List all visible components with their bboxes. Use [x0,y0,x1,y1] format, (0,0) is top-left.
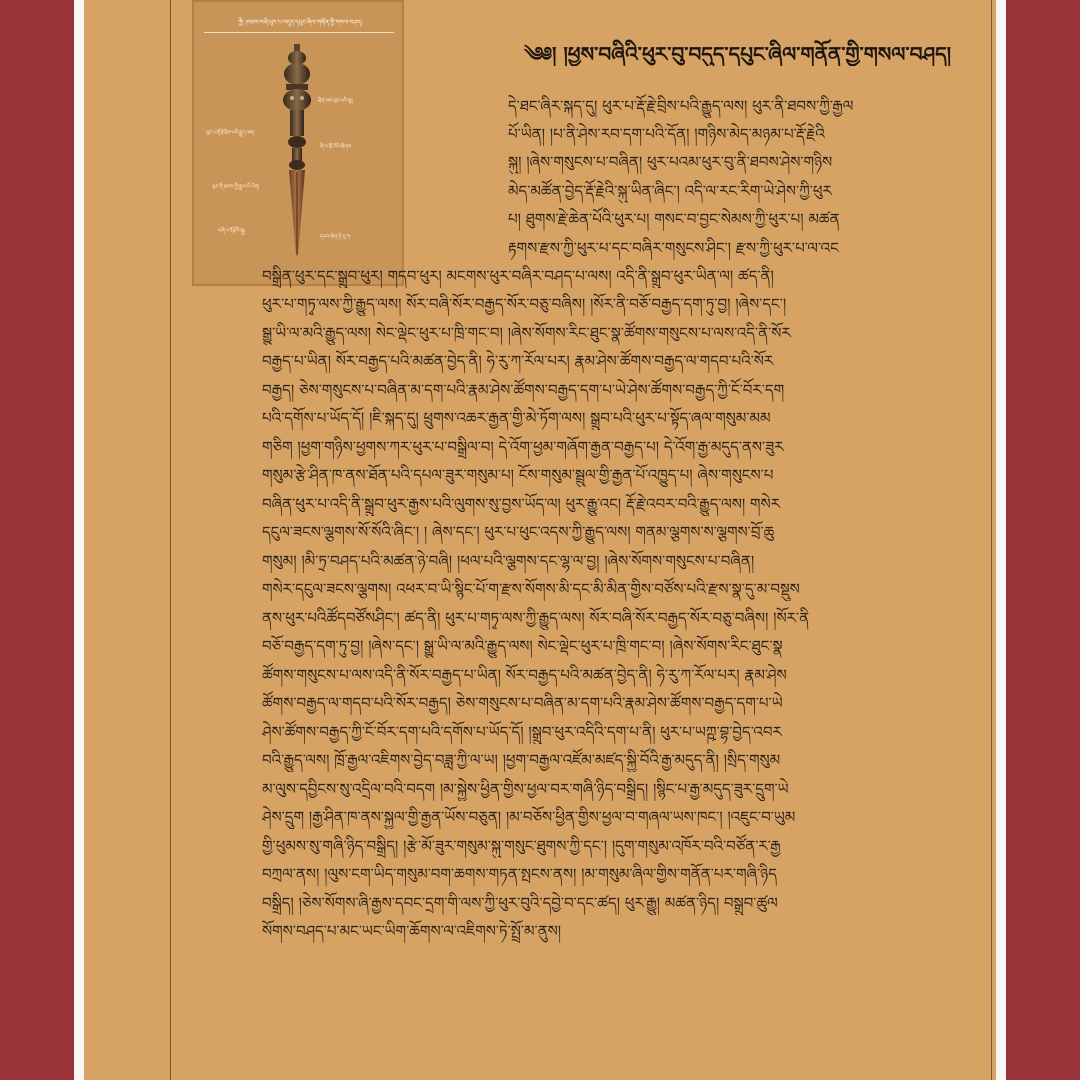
cover-note: ཞི་བ་ཁྲོ་བོའི་ཚོགས་ [320,144,353,150]
cover-note: དཔལ་ཆེན་ཧེ་རུ་ཀ [320,234,351,240]
text-line: ནས་ཕུར་པའིཚོདབཙོསཤིང་། ཚད་ནི། ཕུར་པ་གཏྭ་ལས་ཀྱི་རྒྱུད་ལས། སོར་བཞི་སོར་བརྒྱད་སོར་བཅུ་བཞིས། །སོར་ནི [262,609,810,627]
left-frame [0,0,74,1080]
cover-note: ཕུར་ནི་ཐབས་ཀྱི་རྒྱལ་པོ་ཡིན། [212,184,260,190]
text-line: ཚོགས་གསུངས་པ་ལས་འདི་ནི་སོར་བརྒྱད་པ་ཡིན། སོར་བརྒྱད་པའི་མཚན་བྱེད་ནི། ཧེ་རུ་ཀ་རོལ་པར། རྣམ་ཤེས [262,666,787,684]
text-line: ཚོགས་བརྒྱད་ལ་གདབ་པའི་སོར་བརྒྱད། ཅེས་གསུངས་པ་བཞིན་མ་དག་པའི་རྣམ་ཤེས་ཚོགས་བརྒྱད་དག་པ་ཡེ [262,694,783,712]
cover-title: ཀྱཻ། །བཅས་བཞི་ཕུར་པ་བདུད་དཔུང་ཞིལ་གནོན་གྱི་གསལ་བཤད། [238,19,362,26]
text-line: ཤེས་ཚོགས་བརྒྱད་ཀྱི་ངོ་བོར་དག་པའི་དགོས་པ་ཡོད་དོ། །སྒྲུབ་ཕུར་འདིའི་དག་པ་ནི། ཕུར་པ་ཡཀྵ་བྷ་བྱེད་འབར [262,723,782,741]
text-line: རྟགས་རྫས་ཀྱི་ཕུར་པ་དང་བཞིར་གསུངས་ཤིང་། རྫས་ཀྱི་ཕུར་པ་ལ་འང [508,239,839,257]
text-line: བརྒྱད། ཅེས་གསུངས་པ་བཞིན་མ་དག་པའི་རྣམ་ཤེས་ཚོགས་བརྒྱད་དག་པ་ཡེ་ཤེས་ཚོགས་བརྒྱད་ཀྱི་ངོ་བོར་དག [262,381,785,399]
text-line: གསེར་དངུལ་ཟངས་ལྕགས། འཕར་བ་ཡི་སྙིང་པོ་ག་རྫས་སོགས་མི་དང་མི་མིན་གྱིས་བཙོས་པའི་རྫས་སྣ་དུ་མ་བསྡུས [262,580,800,598]
cover-note: བཞི་པ་རྡོ་རྗེའི་སྐུ། [218,228,245,234]
text-line: ཤེས་དྲུག །རྒྱ་ཤིན་ཁ་ནས་སྐྱལ་གྱི་རྒྱན་ཡོས་བཅུན། །མ་བཅོས་ཕྱིན་གྱིས་ཕྱལ་བ་གཞལ་ཡས་ཁང་། །འཇུང་བ་ཡུམ [262,808,796,826]
book-cover-image [192,0,404,286]
page-edge-left [74,0,84,1080]
text-line: མེད་མཚོན་བྱེད་རྡོ་རྗེའི་སྐུ་ཡིན་ཞིང་། འདི་ལ་རང་རིག་ཡེ་ཤེས་ཀྱི་ཕུར [508,182,832,200]
text-line: དངུལ་ཟངས་ལྕགས་སོ་སོའི་ཞིང་། ། ཞེས་དང་། ཕུར་པ་ཕུང་འདས་ཀྱི་རྒྱུད་ལས། གནམ་ལྕགས་ས་ལྕགས་བྲོ་ཆུ [262,523,775,541]
text-line: བཞིན་ཕུར་པ་འདི་ནི་སྒྲུབ་ཕུར་རྒྱས་པའི་ལུགས་སུ་བྱས་ཡོད་ལ། ཕུར་རྒྱུ་འང། རྡོ་རྗེ་འབར་བའི་རྒྱུད་ལས། གསེར [262,495,780,513]
text-line: བསྒྲིན་ཕུར་དང་སྒྲུབ་ཕུར། གདབ་ཕུར། མངགས་ཕུར་བཞིར་བཤད་པ་ལས། འདི་ནི་སྒྲུབ་ཕུར་ཡིན་ལ། ཚད་ནི། [262,267,774,285]
page-edge-right [996,0,1006,1080]
document-heading: ༄༅། །ཕྱས་བཞིའི་ཕུར་བུ་བདུད་དཔུང་ཞིལ་གནོན་གྱི་གསལ་བཤད། [524,42,952,66]
cover-note: ཕྲིན་ལས་ཕུར་པའི་ལྷ། [318,98,353,104]
text-line: མ་ལུས་དབྱིངས་སུ་འདྲིལ་བའི་བདག །མ་སྐྱེས་ཕྱིན་གྱིས་ཕྱལ་བར་གཞི་ཉིད་བསྒྲིད། །སྙིང་པ་རྒྱ་མདུད་ཟུར་དྲུག་ཡེ [262,780,789,798]
text-line: བཅོ་བརྒྱད་དག་ཏུ་བྱ། །ཞེས་དང་། སྒྱུ་ཡི་ལ་མའི་རྒྱུད་ལས། སེང་ལྡེང་ཕུར་པ་ཁྲི་གང་བ། །ཞེས་སོགས་རིང་ཐུང་སྣ [262,637,783,655]
text-line: བརྒྱད་པ་ཡིན། སོར་བརྒྱད་པའི་མཚན་བྱེད་ནི། ཧེ་རུ་ཀ་རོལ་པར། རྣམ་ཤེས་ཚོགས་བརྒྱད་ལ་གདབ་པའི་སོར [262,352,774,370]
text-line: བའི་རྒྱུད་ལས། ཁྲོ་རྒྱལ་འཇིགས་བྱེད་བཟླ་ཀྱི་ལ་ཡ། །ཕྱག་བརྒྱལ་འཛོམ་མཛད་སྐྱི་བོའི་རྒྱ་མདུད་ནི། །སྲིད་གསུམ [262,751,781,769]
text-line: པ། ཐུགས་རྗེ་ཆེན་པོའི་ཕུར་པ། གསང་བ་བྱང་སེམས་ཀྱི་ཕུར་པ། མཚན [508,210,840,228]
text-line: གཅིག །ཕྱག་གཉིས་ཕྱགས་ཀར་ཕུར་པ་བསྒྲིལ་བ། དེ་འོག་ཕྱམ་གཞོག་རྒྱན་བརྒྱད་པ། དེ་འོག་རྒྱ་མདུད་ནས་ཟུར [262,438,784,456]
text-line: གསུམ། །མི་ཏྲ་བཤད་པའི་མཚན་ཉེ་བཞི། །ཕལ་པའི་ལྕགས་དང་ལྷ་ལ་བྱ། །ཞེས་སོགས་གསུངས་པ་བཞིན། [262,552,755,570]
text-line: པོ་ཡིན། །པ་ནི་ཤེས་རབ་དག་པའི་དོན། །གཉིས་མེད་མཉམ་པ་རྡོ་རྗེའི [508,125,825,143]
text-line: པའི་དགོས་པ་ཡོད་དོ། །ཇི་སྐད་དུ། ཕྲུགས་འཆར་རྒྱན་གྱི་མེ་ཏོག་ལས། སྒྲུབ་པའི་ཕུར་པ་སྟོད་ཞལ་གསུམ་མམ [262,409,771,427]
phurba-dagger-image [276,44,318,259]
cover-note: ཕུར་པ་རྡོ་རྗེ་བྲིས་པའི་རྒྱུད་ལས། [206,130,255,136]
text-line: བཀྲལ་ནས། །ལུས་ངག་ཡིད་གསུམ་བག་ཆགས་གཏན་སྤངས་ནས། །མ་གསུམ་ཞིལ་གྱིས་གནོན་པར་གཞི་ཉིད [262,865,777,883]
right-frame [1006,0,1080,1080]
text-line: ཕུར་པ་གཏྭ་ལས་ཀྱི་རྒྱུད་ལས། སོར་བཞི་སོར་བརྒྱད་སོར་བཅུ་བཞིས། །སོར་ནི་བཅོ་བརྒྱད་དག་ཏུ་བྱ། །ཞེས་དང་། [262,295,787,313]
document-page [84,0,996,1080]
text-line: གསུམ་རྩེ་ཤིན་ཁ་ནས་ཐོན་པའི་དཔལ་ཟུར་གསུམ་པ། ངོས་གསུམ་སྦྲུལ་གྱི་རྒྱན་པོ་འཁྱུད་པ། ཞེས་གསུངས་པ [262,466,774,484]
text-line: གྱི་ཕུམས་སུ་གཞི་ཉིད་བསྒྲིད། །རྩེ་མོ་ཟུར་གསུམ་སྐུ་གསུང་ཐུགས་ཀྱི་དང་། །དུག་གསུམ་འཁོར་བའི་བཙོན་ར་རྒྱ [262,837,781,855]
text-line: བསྒྲིད། །ཅེས་སོགས་ཞི་རྒྱས་དབང་དྲག་གི་ལས་ཀྱི་ཕུར་བུའི་དབྱེ་བ་དང་ཚད། ཕུར་རྒྱུ། མཚན་ཉིད། བསྒྲུབ་ཚུལ [262,894,778,912]
cover-divider [204,32,394,33]
text-line: སྒྱུ་ཡི་ལ་མའི་རྒྱུད་ལས། སེང་ལྡེང་ཕུར་པ་ཁྲི་གང་བ། །ཞེས་སོགས་རིང་ཐུང་སྣ་ཚོགས་གསུངས་པ་ལས་འདི་ནི་སོར [262,324,791,342]
text-line: སོགས་བཤད་པ་མང་ཡང་ཡིག་ཆོགས་ལ་འཇིགས་ཏེ་སྤྲོ་མ་ནུས། [262,922,562,940]
text-line: སྐུ། །ཞེས་གསུངས་པ་བཞིན། ཕུར་པའམ་ཕུར་བུ་ནི་ཐབས་ཤེས་གཉིས [508,153,833,171]
text-line: དེ་ཐང་ཞིར་སྐད་དུ། ཕུར་པ་རྡོ་རྗེ་བྲིས་པའི་རྒྱུད་ལས། ཕུར་ནི་ཐབས་ཀྱི་རྒྱལ [508,97,854,115]
